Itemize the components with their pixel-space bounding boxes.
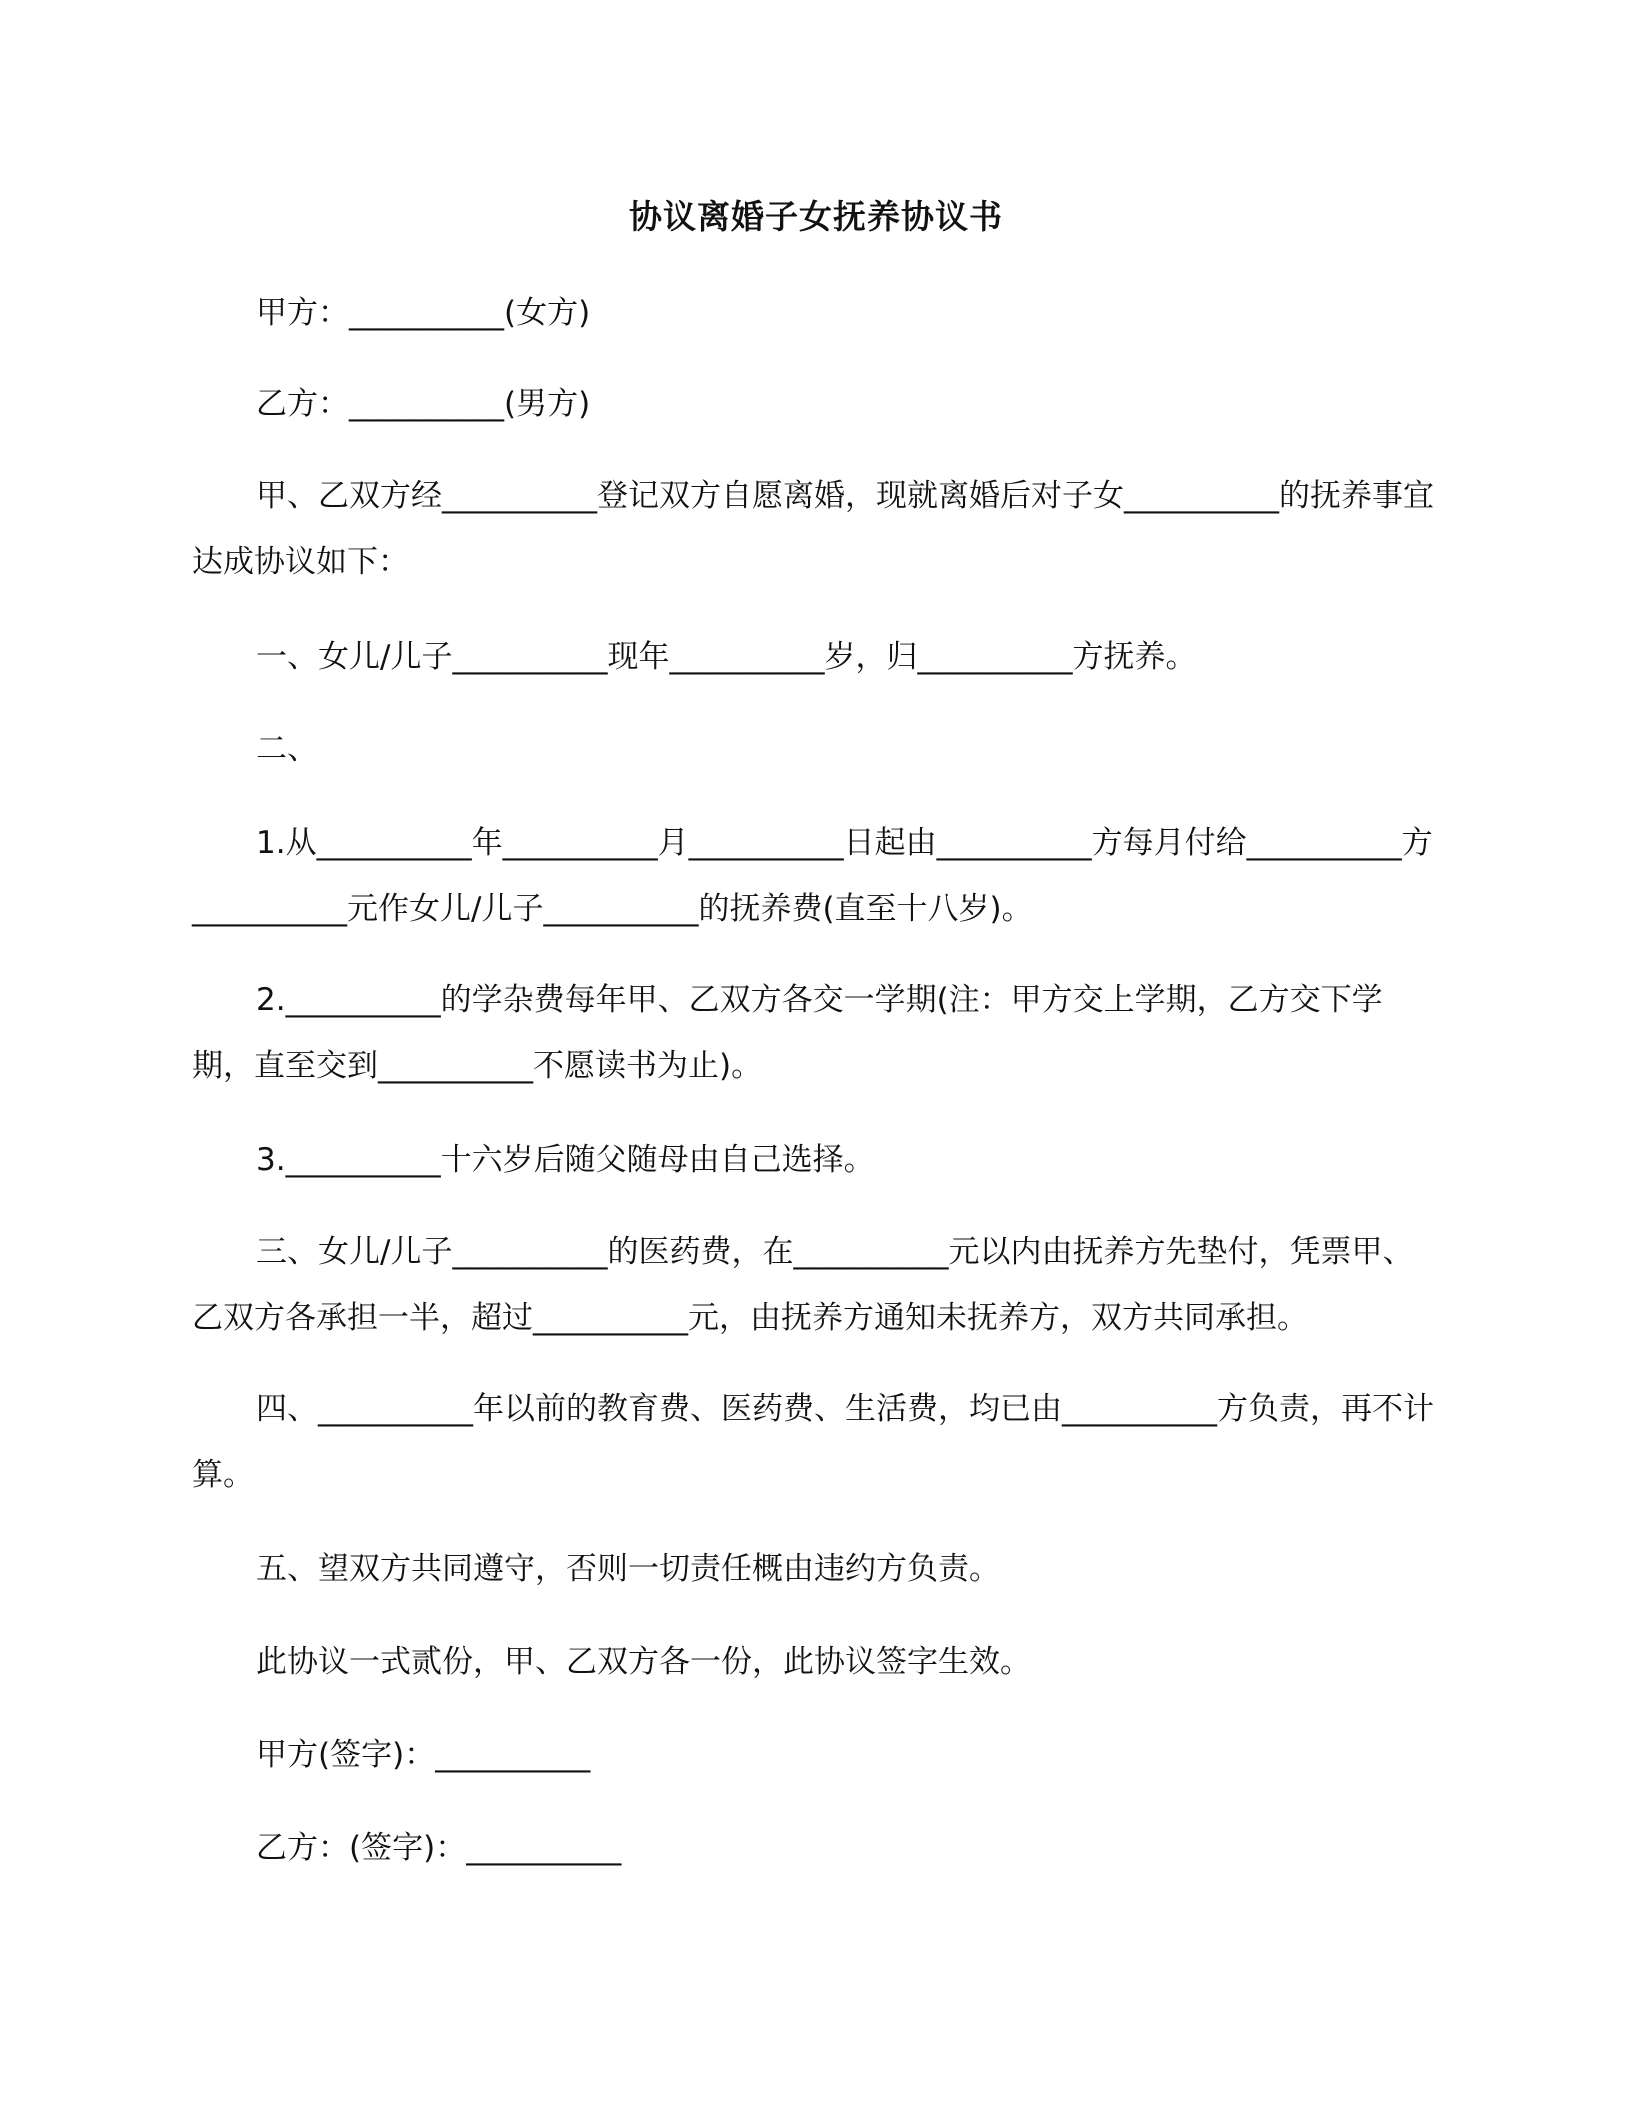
clause-4: 四、__________年以前的教育费、医药费、生活费，均已由__________方负责，再不计算。 bbox=[192, 1391, 1434, 1493]
clause-1: 一、女儿/儿子__________现年__________岁，归__________方抚养。 bbox=[256, 639, 1197, 675]
clause-2-heading: 二、 bbox=[256, 731, 318, 767]
copies-statement: 此协议一式贰份，甲、乙双方各一份，此协议签字生效。 bbox=[256, 1644, 1031, 1680]
clause-5: 五、望双方共同遵守，否则一切责任概由违约方负责。 bbox=[256, 1551, 1000, 1587]
clause-2-item-2: 2.__________的学杂费每年甲、乙双方各交一学期(注：甲方交上学期，乙方交下学期，直至交到__________不愿读书为止)。 bbox=[192, 982, 1383, 1084]
clause-2-item-3: 3.__________十六岁后随父随母由自己选择。 bbox=[256, 1142, 875, 1178]
party-b-line: 乙方：__________(男方) bbox=[256, 386, 591, 422]
clause-2-item-1: 1.从__________年__________月__________日起由__________方每月付给__________方__________元作女儿/儿子__________的抚养费(直至十八岁)。 bbox=[192, 825, 1433, 927]
intro-paragraph: 甲、乙双方经__________登记双方自愿离婚，现就离婚后对子女__________的抚养事宜达成协议如下： bbox=[192, 478, 1434, 580]
signature-party-b: 乙方：(签字)：__________ bbox=[256, 1830, 622, 1866]
document-title: 协议离婚子女抚养协议书 bbox=[629, 197, 1003, 236]
clause-3: 三、女儿/儿子__________的医药费，在__________元以内由抚养方先垫付，凭票甲、乙双方各承担一半，超过__________元，由抚养方通知未抚养方，双方共同承担。 bbox=[192, 1234, 1414, 1336]
party-a-line: 甲方：__________(女方) bbox=[256, 295, 591, 331]
signature-party-a: 甲方(签字)：__________ bbox=[256, 1737, 591, 1773]
